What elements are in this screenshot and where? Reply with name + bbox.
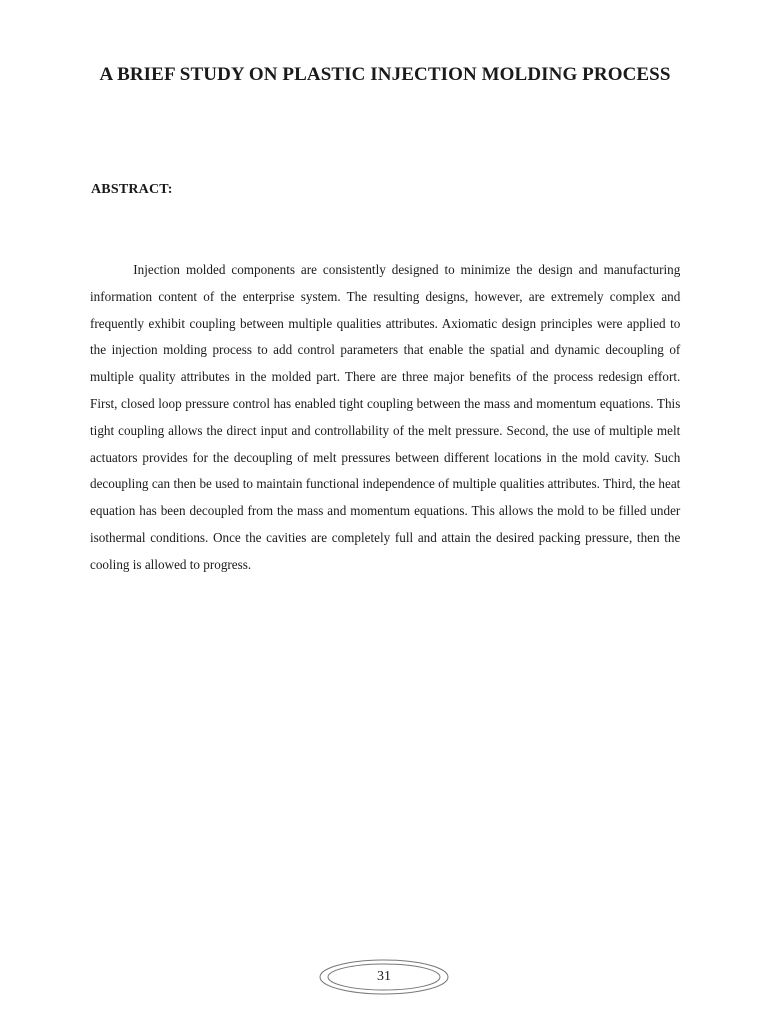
page-footer [318,958,450,996]
abstract-paragraph: Injection molded components are consistently designed to minimize the design and manufacturing information content of the enterprise system. The resulting designs, however, are extremely complex and frequently exhibit coupling between multiple qualities attributes. Axiomatic design principles were applied to the injection molding process to add control parameters that enable the spatial and dynamic decoupling of multiple quality attributes in the molded part. There are three major benefits of the process redesign effort. First, closed loop pressure control has enabled tight coupling between the mass and momentum equations. This tight coupling allows the direct input and controllability of the melt pressure. Second, the use of multiple melt actuators provides for the decoupling of melt pressures between different locations in the mold cavity. Such decoupling can then be used to maintain functional independence of multiple qualities attributes. Third, the heat equation has been decoupled from the mass and momentum equations. This allows the mold to be filled under isothermal conditions. Once the cavities are completely full and attain the desired packing pressure, then the cooling is allowed to progress. [90,263,681,573]
page-number: 31 [377,969,391,984]
document-title: A BRIEF STUDY ON PLASTIC INJECTION MOLDING PROCESS [99,64,671,85]
section-heading-abstract: ABSTRACT: [91,182,173,197]
